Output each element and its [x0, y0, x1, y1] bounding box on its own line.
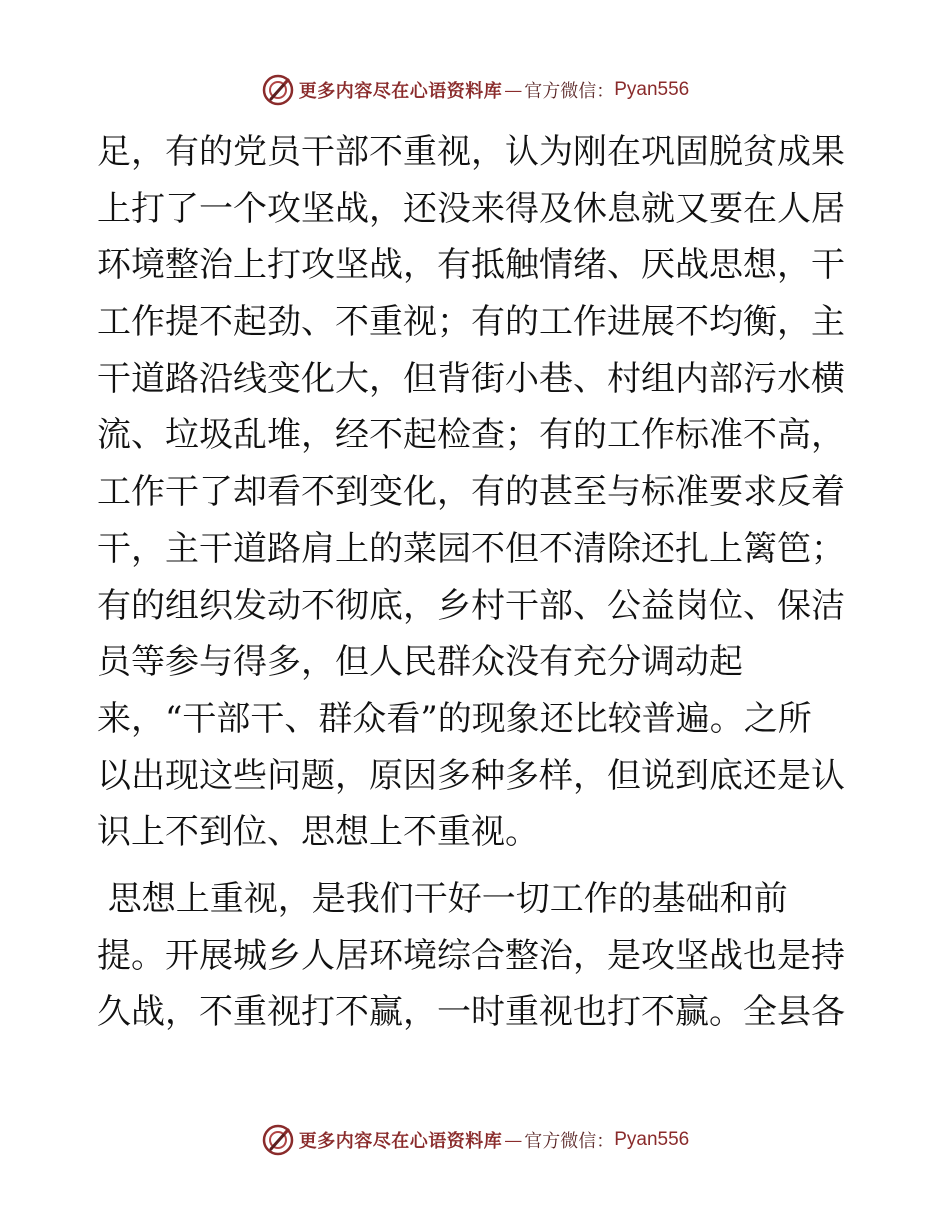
text-line: 环境整治上打攻坚战，有抵触情绪、厌战思想，干 [97, 245, 845, 286]
footer-brand-text: 更多内容尽在心语资料库 [298, 1131, 503, 1152]
text-line: 有的组织发动不彻底，乡村干部、公益岗位、保洁 [97, 585, 845, 626]
text-line: 久战，不重视打不赢，一时重视也打不赢。全县各 [97, 992, 845, 1033]
brand-logo-icon [261, 73, 295, 107]
brand-logo-icon [261, 1123, 295, 1157]
document-body [97, 124, 857, 1041]
text-line: 识上不到位、思想上不重视。 [97, 812, 539, 853]
header-brand-text: 更多内容尽在心语资料库 [298, 81, 503, 102]
text-line: 思想上重视，是我们干好一切工作的基础和前 [97, 878, 788, 919]
text-line: 干，主干道路肩上的菜园不但不清除还扎上篱笆； [97, 528, 845, 569]
text-line: 上打了一个攻坚战，还没来得及休息就又要在人居 [97, 188, 845, 229]
text-line: 干道路沿线变化大，但背街小巷、村组内部污水横 [97, 358, 845, 399]
text-line: 来，“干部干、群众看”的现象还比较普遍。之所 [97, 698, 812, 739]
footer-banner [0, 1118, 950, 1162]
header-dash: — [504, 79, 523, 101]
text-line: 足，有的党员干部不重视，认为刚在巩固脱贫成果 [97, 132, 845, 172]
text-line: 以出现这些问题，原因多种多样，但说到底还是认 [97, 755, 845, 796]
header-wechat-label: 官方微信： [524, 81, 615, 102]
header-wechat-id: Pyan556 [614, 79, 690, 100]
text-line: 员等参与得多，但人民群众没有充分调动起 [97, 642, 743, 683]
header-banner [0, 68, 950, 112]
paragraph-1 [97, 124, 857, 861]
text-line: 工作干了却看不到变化，有的甚至与标准要求反着 [97, 472, 845, 513]
text-line: 提。开展城乡人居环境综合整治，是攻坚战也是持 [97, 935, 845, 976]
footer-wechat-label: 官方微信： [524, 1131, 615, 1152]
text-line: 流、垃圾乱堆，经不起检查；有的工作标准不高， [97, 415, 845, 456]
footer-wechat-id: Pyan556 [614, 1129, 690, 1150]
paragraph-2 [97, 871, 857, 1041]
footer-dash: — [504, 1129, 523, 1151]
text-line: 工作提不起劲、不重视；有的工作进展不均衡，主 [97, 302, 845, 343]
